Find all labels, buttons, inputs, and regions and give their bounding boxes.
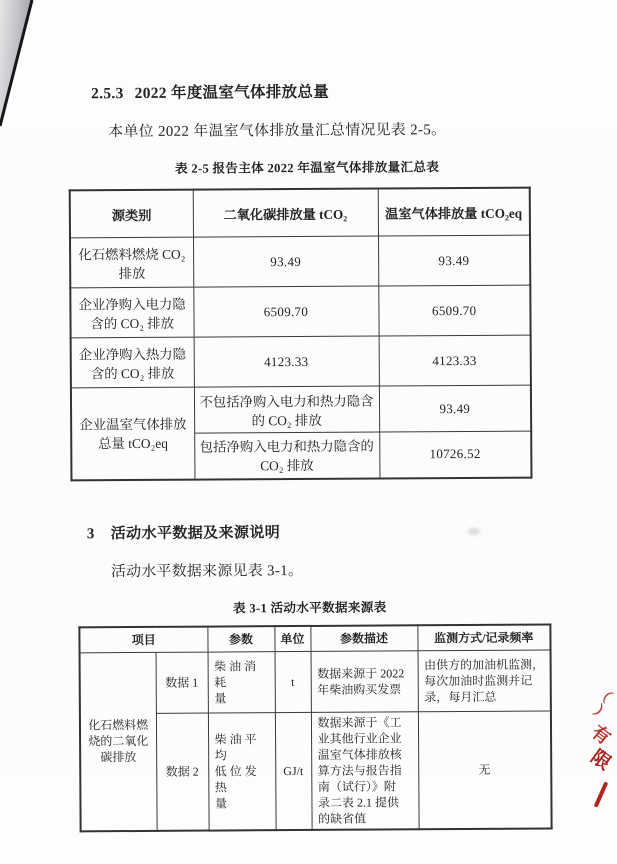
table-row: [70, 285, 530, 338]
cell-monitoring: 无: [418, 710, 552, 828]
cell-source: 化石燃料燃烧 CO₂ 排放: [70, 237, 193, 288]
header-project: 项目: [79, 626, 207, 652]
cell-parameter-desc: 数据来源于 2022 年柴油购买发票: [311, 650, 418, 712]
section-number: 3: [86, 525, 95, 542]
cell-parameter: 柴 油 平 均 低 位 发 热 量: [208, 712, 276, 830]
table-row: [80, 649, 551, 713]
intro-paragraph: 本单位 2022 年温室气体排放量汇总情况见表 2-5。: [108, 122, 447, 141]
cell-unit: t: [275, 651, 311, 712]
cell-co2-value: 4123.33: [194, 336, 379, 387]
cell-total-desc: 不包括净购入电力和热力隐含 的 CO₂ 排放: [194, 386, 379, 433]
stamp-char: 限: [586, 746, 615, 775]
cell-total-value: 10726.52: [379, 431, 531, 478]
cell-total-desc: 包括净购入电力和热力隐含的 CO₂ 排放: [194, 432, 379, 479]
cell-parameter-desc: 数据来源于《工 业其他行业企业 温室气体排放核 算方法与报告指 南（试行）》附 录二表 2.1 提供 的缺省值: [311, 711, 419, 829]
cell-ghg-value: 93.49: [378, 235, 530, 286]
cell-project: 化石燃料燃 烧的二氧化 碳排放: [80, 652, 157, 831]
section-3-paragraph: 活动水平数据来源见表 3-1。: [110, 562, 304, 580]
section-2-5-3-heading: [91, 78, 615, 103]
header-unit: 单位: [274, 625, 310, 651]
header-co2-emission: 二氧化碳排放量 tCO₂: [193, 189, 378, 238]
table-3-1: [78, 623, 552, 832]
cell-parameter: 柴 油 消 耗 量: [208, 651, 275, 712]
table-3-1-caption: 表 3-1 活动水平数据来源表: [232, 599, 387, 615]
table-header-row: [70, 188, 530, 238]
cell-unit: GJ/t: [275, 712, 312, 830]
section-title: 活动水平数据及来源说明: [110, 524, 281, 542]
header-monitoring: 监测方式/记录频率: [417, 624, 550, 650]
cell-ghg-value: 6509.70: [378, 285, 530, 336]
header-parameter-desc: 参数描述: [310, 625, 417, 651]
cell-source: 企业净购入热力隐 含的 CO₂ 排放: [71, 337, 194, 388]
cell-monitoring: 由供方的加油机监测， 每次加油时监测并记 录，每月汇总: [418, 649, 551, 711]
table-header-row: [79, 624, 550, 652]
header-source-category: 源类别: [70, 190, 193, 238]
cell-ghg-value: 4123.33: [379, 335, 531, 386]
section-title: 2022 年度温室气体排放总量: [134, 83, 330, 103]
cell-total-value: 93.49: [379, 385, 531, 432]
table-2-5-caption: 表 2-5 报告主体 2022 年温室气体排放量汇总表: [174, 160, 440, 176]
table-2-5: [69, 187, 533, 481]
stamp-char: ）: [589, 703, 612, 726]
cell-data-label: 数据 1: [156, 652, 208, 713]
section-3-heading: [87, 519, 617, 543]
cell-co2-value: 6509.70: [193, 286, 378, 337]
scan-smudge: [468, 528, 480, 535]
section-number: 2.5.3: [91, 85, 124, 103]
table-row: [70, 235, 530, 288]
header-ghg-emission: 温室气体排放量 tCO₂eq: [378, 188, 530, 236]
header-parameter: 参数: [207, 626, 274, 652]
table-row: [71, 385, 531, 434]
table-row: [71, 335, 531, 388]
cell-co2-value: 93.49: [193, 236, 378, 287]
stamp-char: （: [591, 684, 614, 707]
cell-source: 企业净购入电力隐 含的 CO₂ 排放: [70, 287, 193, 338]
stamp-char: 有: [587, 721, 615, 749]
cell-data-label: 数据 2: [156, 713, 209, 831]
cell-total-label: 企业温室气体排放 总量 tCO₂eq: [71, 387, 195, 480]
